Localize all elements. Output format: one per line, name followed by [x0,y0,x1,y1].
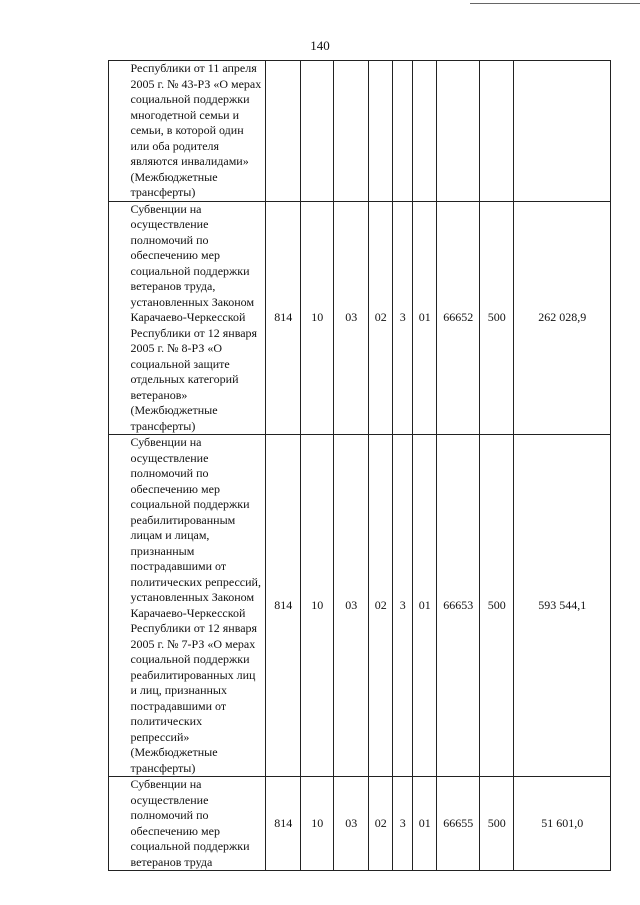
amount-cell: 262 028,9 [514,201,611,435]
description-line: трансферты) [130,760,196,775]
description-line: ветеранов труда, [130,279,216,293]
row-gutter [88,201,108,435]
description-line: реабилитированных лиц [130,667,256,682]
program-code [369,61,393,202]
table-row [88,61,611,202]
program-code: 02 [369,435,393,777]
description-line: полномочий по [130,232,209,247]
subprogram-code: 3 [393,435,413,777]
subsection-code: 03 [334,435,369,777]
budget-table [88,60,611,871]
description-line: установленных Законом [130,294,255,309]
description-line: реабилитированным [130,512,236,527]
section-code: 10 [301,435,334,777]
description-line: Субвенции на [130,777,202,791]
description-line: осуществление [130,792,209,807]
description-line: 2005 г. № 8-РЗ «О [130,341,223,355]
description-line: лицам и лицам, [130,528,210,542]
description-line: социальной поддержки [130,652,250,666]
program-code: 02 [369,777,393,871]
amount-cell: 593 544,1 [514,435,611,777]
direction-code: 66655 [437,777,480,871]
row-description [108,777,266,871]
table-row [88,435,611,777]
description-line: политических репрессий, [130,574,261,589]
description-line: социальной поддержки [130,92,250,106]
admin-code: 814 [266,201,301,435]
description-line: пострадавшими от [130,698,227,713]
description-line: Карачаево-Черкесской [130,310,246,324]
description-line: или оба родителя [130,138,220,153]
description-line: полномочий по [130,466,209,480]
description-line: являются инвалидами» [130,154,249,168]
row-description [108,61,266,202]
description-line: осуществление [130,450,209,465]
section-code: 10 [301,201,334,435]
description-line: социальной поддержки [130,839,250,853]
row-gutter [88,777,108,871]
table-row [88,777,611,871]
description-line: пострадавшими от [130,559,227,573]
description-line: ветеранов труда [130,854,213,869]
description-line: репрессий» [130,729,190,744]
expense-type-code: 500 [480,435,514,777]
main-event-code: 01 [413,435,437,777]
description-line: социальной защите [130,356,230,371]
description-line: Республики от 12 января [130,325,258,340]
description-line: Субвенции на [130,201,202,216]
description-line: Республики от 11 апреля [130,61,257,75]
section-code [301,61,334,202]
description-line: полномочий по [130,808,209,822]
direction-code [437,61,480,202]
description-line: и лиц, признанных [130,683,227,697]
section-code: 10 [301,777,334,871]
program-code: 02 [369,201,393,435]
admin-code [266,61,301,202]
description-line: Карачаево-Черкесской [130,605,246,620]
subprogram-code [393,61,413,202]
description-line: обеспечению мер [130,823,220,838]
description-line: семьи, в которой один [130,123,244,137]
description-line: политических [130,714,203,728]
subsection-code: 03 [334,777,369,871]
direction-code: 66653 [437,435,480,777]
amount-cell: 51 601,0 [514,777,611,871]
description-line: отдельных категорий [130,372,239,386]
description-line: (Межбюджетные [130,745,218,759]
main-event-code [413,61,437,202]
description-line: трансферты) [130,185,196,199]
description-line: социальной поддержки [130,497,250,511]
expense-type-code: 500 [480,201,514,435]
description-line: Республики от 12 января [130,621,258,635]
description-line: Субвенции на [130,435,202,449]
subprogram-code: 3 [393,777,413,871]
subsection-code: 03 [334,201,369,435]
description-line: многодетной семьи и [130,107,240,122]
direction-code: 66652 [437,201,480,435]
header-rule [470,3,640,4]
description-line: ветеранов» [130,387,188,402]
description-line: обеспечению мер [130,248,220,262]
description-line: трансферты) [130,418,196,433]
subprogram-code: 3 [393,201,413,435]
amount-cell [514,61,611,202]
admin-code: 814 [266,777,301,871]
main-event-code: 01 [413,777,437,871]
description-line: социальной поддержки [130,263,250,278]
description-line: осуществление [130,217,209,231]
description-line: 2005 г. № 43-РЗ «О мерах [130,76,262,91]
subsection-code [334,61,369,202]
description-line: 2005 г. № 7-РЗ «О мерах [130,636,256,651]
row-description [108,201,266,435]
row-gutter [88,435,108,777]
description-line: (Межбюджетные [130,169,218,184]
description-line: обеспечению мер [130,481,220,496]
table-row [88,201,611,435]
row-description [108,435,266,777]
description-line: признанным [130,543,195,558]
expense-type-code: 500 [480,777,514,871]
row-gutter [88,61,108,202]
description-line: установленных Законом [130,590,255,604]
main-event-code: 01 [413,201,437,435]
admin-code: 814 [266,435,301,777]
page-number: 140 [310,38,330,53]
expense-type-code [480,61,514,202]
description-line: (Межбюджетные [130,403,218,417]
